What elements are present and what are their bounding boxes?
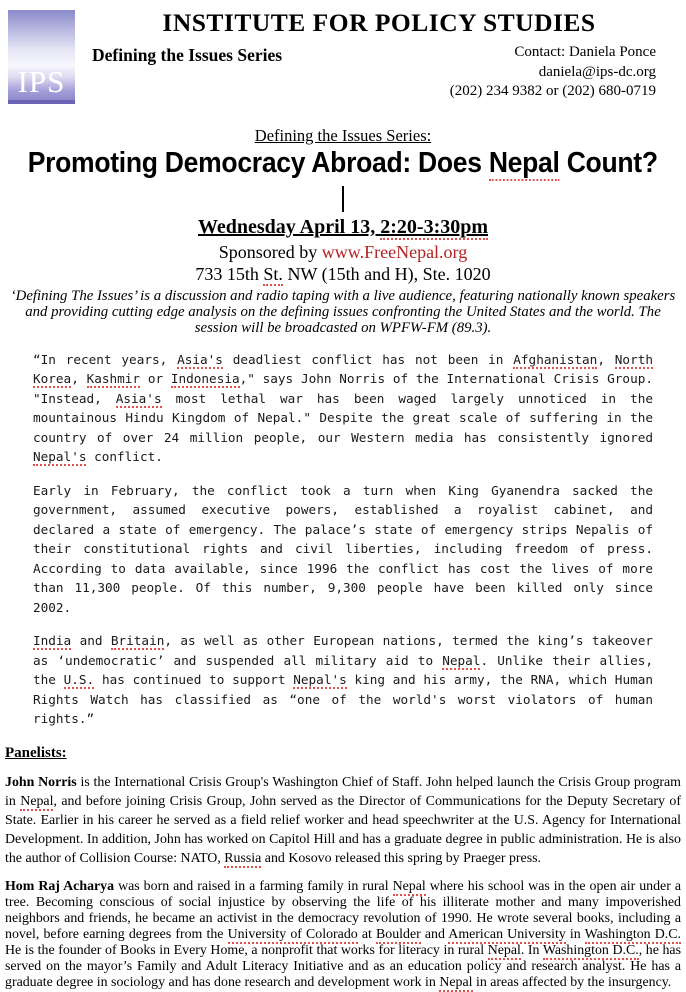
- spellcheck-flagged-term: Nepal: [489, 147, 560, 179]
- sponsored-line: [0, 242, 686, 263]
- text-segment: Hom Raj Acharya: [5, 878, 115, 894]
- spellcheck-flagged-term: Nepal: [487, 942, 521, 958]
- letterhead: [0, 0, 686, 112]
- text-segment: king and his army, the RNA, which Human Rights Watch has classified as “one of the world's worst violators of human rights.”: [33, 672, 653, 727]
- text-segment: most lethal war has been waged largely unnoticed in the mountainous Hindu Kingdom of Nepal." Despite the great scale of suffering in the country of over 24 million people, our Western media has consistently ignored: [33, 390, 653, 445]
- spellcheck-flagged-term: Nepal: [20, 793, 54, 809]
- text-segment: . In: [520, 942, 543, 958]
- contact-label: Contact: Daniela Ponce: [514, 44, 656, 60]
- text-segment: where his school was in the open air under a tree. Becoming conscious of social injustice by observing the life of his illiterate mother and many impoverished neighbors and friends, he became an activist in the democracy revolution of 1990. He wrote several books, including a novel, before earning degrees from the: [5, 878, 681, 942]
- text-segment: Count?: [559, 147, 659, 179]
- text-segment: , as well as other European nations, termed the king’s takeover as ‘undemocratic’ and suspended all military aid to: [33, 633, 653, 668]
- text-segment: and: [71, 633, 111, 649]
- spellcheck-flagged-term: Afghanistan: [513, 351, 598, 367]
- text-segment: Early in February, the conflict took a turn when King Gyanendra sacked the government, assumed executive powers, established a royalist cabinet, and declared a state of emergency. The palace’s state of emergency strips Nepalis of their constitutional rights and civil liberties, including freedom of press. According to data available, since 1996 the conflict has cost the lives of more than 11,300 people. Of this number, 9,300 people have been killed only since 2002.: [33, 482, 653, 615]
- text-segment: 733 15th: [195, 264, 264, 284]
- spellcheck-flagged-term: Nepal: [439, 974, 473, 990]
- text-segment: “In recent years,: [33, 351, 178, 367]
- text-segment: NW (15th and H), Ste. 1020: [282, 264, 491, 284]
- spellcheck-flagged-term: Nepal's: [293, 672, 347, 688]
- spellcheck-flagged-term: Britain: [110, 633, 165, 649]
- series-name: Defining the Issues Series: [92, 45, 283, 65]
- spellcheck-flagged-term: Nepal's: [33, 449, 87, 465]
- spellcheck-flagged-term: Washington D.C.: [584, 926, 681, 942]
- spellcheck-flagged-term: Asia's: [177, 351, 223, 367]
- spellcheck-flagged-term: Nepal: [392, 878, 426, 894]
- address-line: [0, 264, 686, 285]
- vertical-divider-bar: [342, 186, 344, 212]
- event-title: [0, 147, 686, 180]
- spellcheck-flagged-term: Asia's: [115, 390, 162, 406]
- body-paragraph-3: [33, 631, 653, 729]
- spellcheck-flagged-term: Indonesia: [170, 371, 240, 387]
- spellcheck-flagged-term: Kashmir: [86, 371, 141, 387]
- spellcheck-flagged-term: U.S.: [63, 672, 95, 688]
- contact-block: [450, 43, 656, 102]
- spellcheck-flagged-term: Boulder: [375, 926, 421, 942]
- body-paragraph-2: [33, 481, 653, 618]
- event-blurb: ‘Defining The Issues’ is a discussion and radio taping with a live audience, featuring nationally known speakers and providing cutting edge analysis on the defining issues confronting the United States and the world. The session will be broadcasted on WPFW-FM (89.3).: [10, 288, 676, 337]
- text-segment: , and before joining Crisis Group, John served as the Director of Communications for the Deputy Secretary of State. Earlier in his career he served as a field relief worker and head speechwriter at the U.S. Agency for International Development. In addition, John has worked on Capitol Hill and has a graduate degree in public administration. He is also the author of Collision Course: NATO,: [5, 793, 682, 866]
- spellcheck-flagged-term: 2:20-3:30pm: [380, 216, 489, 238]
- text-segment: . Unlike their allies, the: [33, 652, 653, 688]
- contact-phone: (202) 234 9382 or (202) 680-0719: [449, 83, 656, 99]
- spellcheck-flagged-term: Nepal: [442, 652, 481, 668]
- org-name: INSTITUTE FOR POLICY STUDIES: [162, 8, 596, 37]
- text-segment: or: [140, 371, 171, 387]
- spellcheck-flagged-term: Washington D.C.: [542, 942, 639, 958]
- text-segment: is the International Crisis Group's Washington Chief of Staff. John helped launch the Crisis Group program in: [5, 774, 681, 809]
- text-segment: John Norris: [5, 774, 77, 790]
- text-segment: was born and raised in a farming family in rural: [114, 878, 393, 894]
- text-segment: at: [357, 926, 376, 942]
- text-segment: has continued to support: [94, 672, 294, 688]
- text-segment: in areas affected by the insurgency.: [472, 974, 672, 990]
- text-segment: ," says John Norris of the International Crisis Group. "Instead,: [33, 371, 653, 406]
- text-segment: conflict.: [86, 449, 163, 465]
- series-label: Defining the Issues Series:: [254, 126, 432, 145]
- spellcheck-flagged-term: American University: [448, 926, 566, 942]
- freenepal-link[interactable]: www.FreeNepal.org: [321, 242, 468, 262]
- text-segment: He is the founder of Books in Every Home, a nonprofit that works for literacy in rural: [5, 942, 488, 958]
- text-segment: Promoting Democracy Abroad: Does: [27, 147, 490, 179]
- spellcheck-flagged-term: University of Colorado: [227, 926, 358, 942]
- ips-logo-text: IPS: [17, 64, 66, 99]
- text-segment: in: [565, 926, 585, 942]
- contact-email: daniela@ips-dc.org: [538, 63, 656, 80]
- event-datetime: [0, 216, 686, 239]
- spellcheck-flagged-term: Russia: [224, 850, 262, 866]
- ips-logo: [8, 10, 75, 104]
- body-paragraph-1: [33, 350, 653, 467]
- event-title-text: [28, 147, 658, 180]
- spellcheck-flagged-term: St.: [263, 264, 283, 284]
- text-segment: Wednesday April 13,: [197, 216, 381, 238]
- panelist-bio-john-norris: [5, 773, 681, 868]
- panelists-heading: Panelists:: [5, 744, 67, 761]
- spellcheck-flagged-term: India: [33, 633, 72, 649]
- text-segment: Sponsored by: [218, 242, 322, 262]
- text-segment: and: [420, 926, 449, 942]
- text-segment: , he has served on the mayor’s Family and Adult Literacy Initiative and as an education policy and research analyst. He has a graduate degree in sociology and has done research and development work in: [5, 942, 681, 990]
- spellcheck-flagged-term: North Korea: [33, 351, 653, 387]
- text-segment: and Kosovo released this spring by Praeger press.: [261, 850, 542, 866]
- text-segment: ,: [597, 351, 615, 367]
- text-segment: deadliest conflict has not been in: [222, 351, 514, 367]
- text-segment: ,: [71, 371, 87, 387]
